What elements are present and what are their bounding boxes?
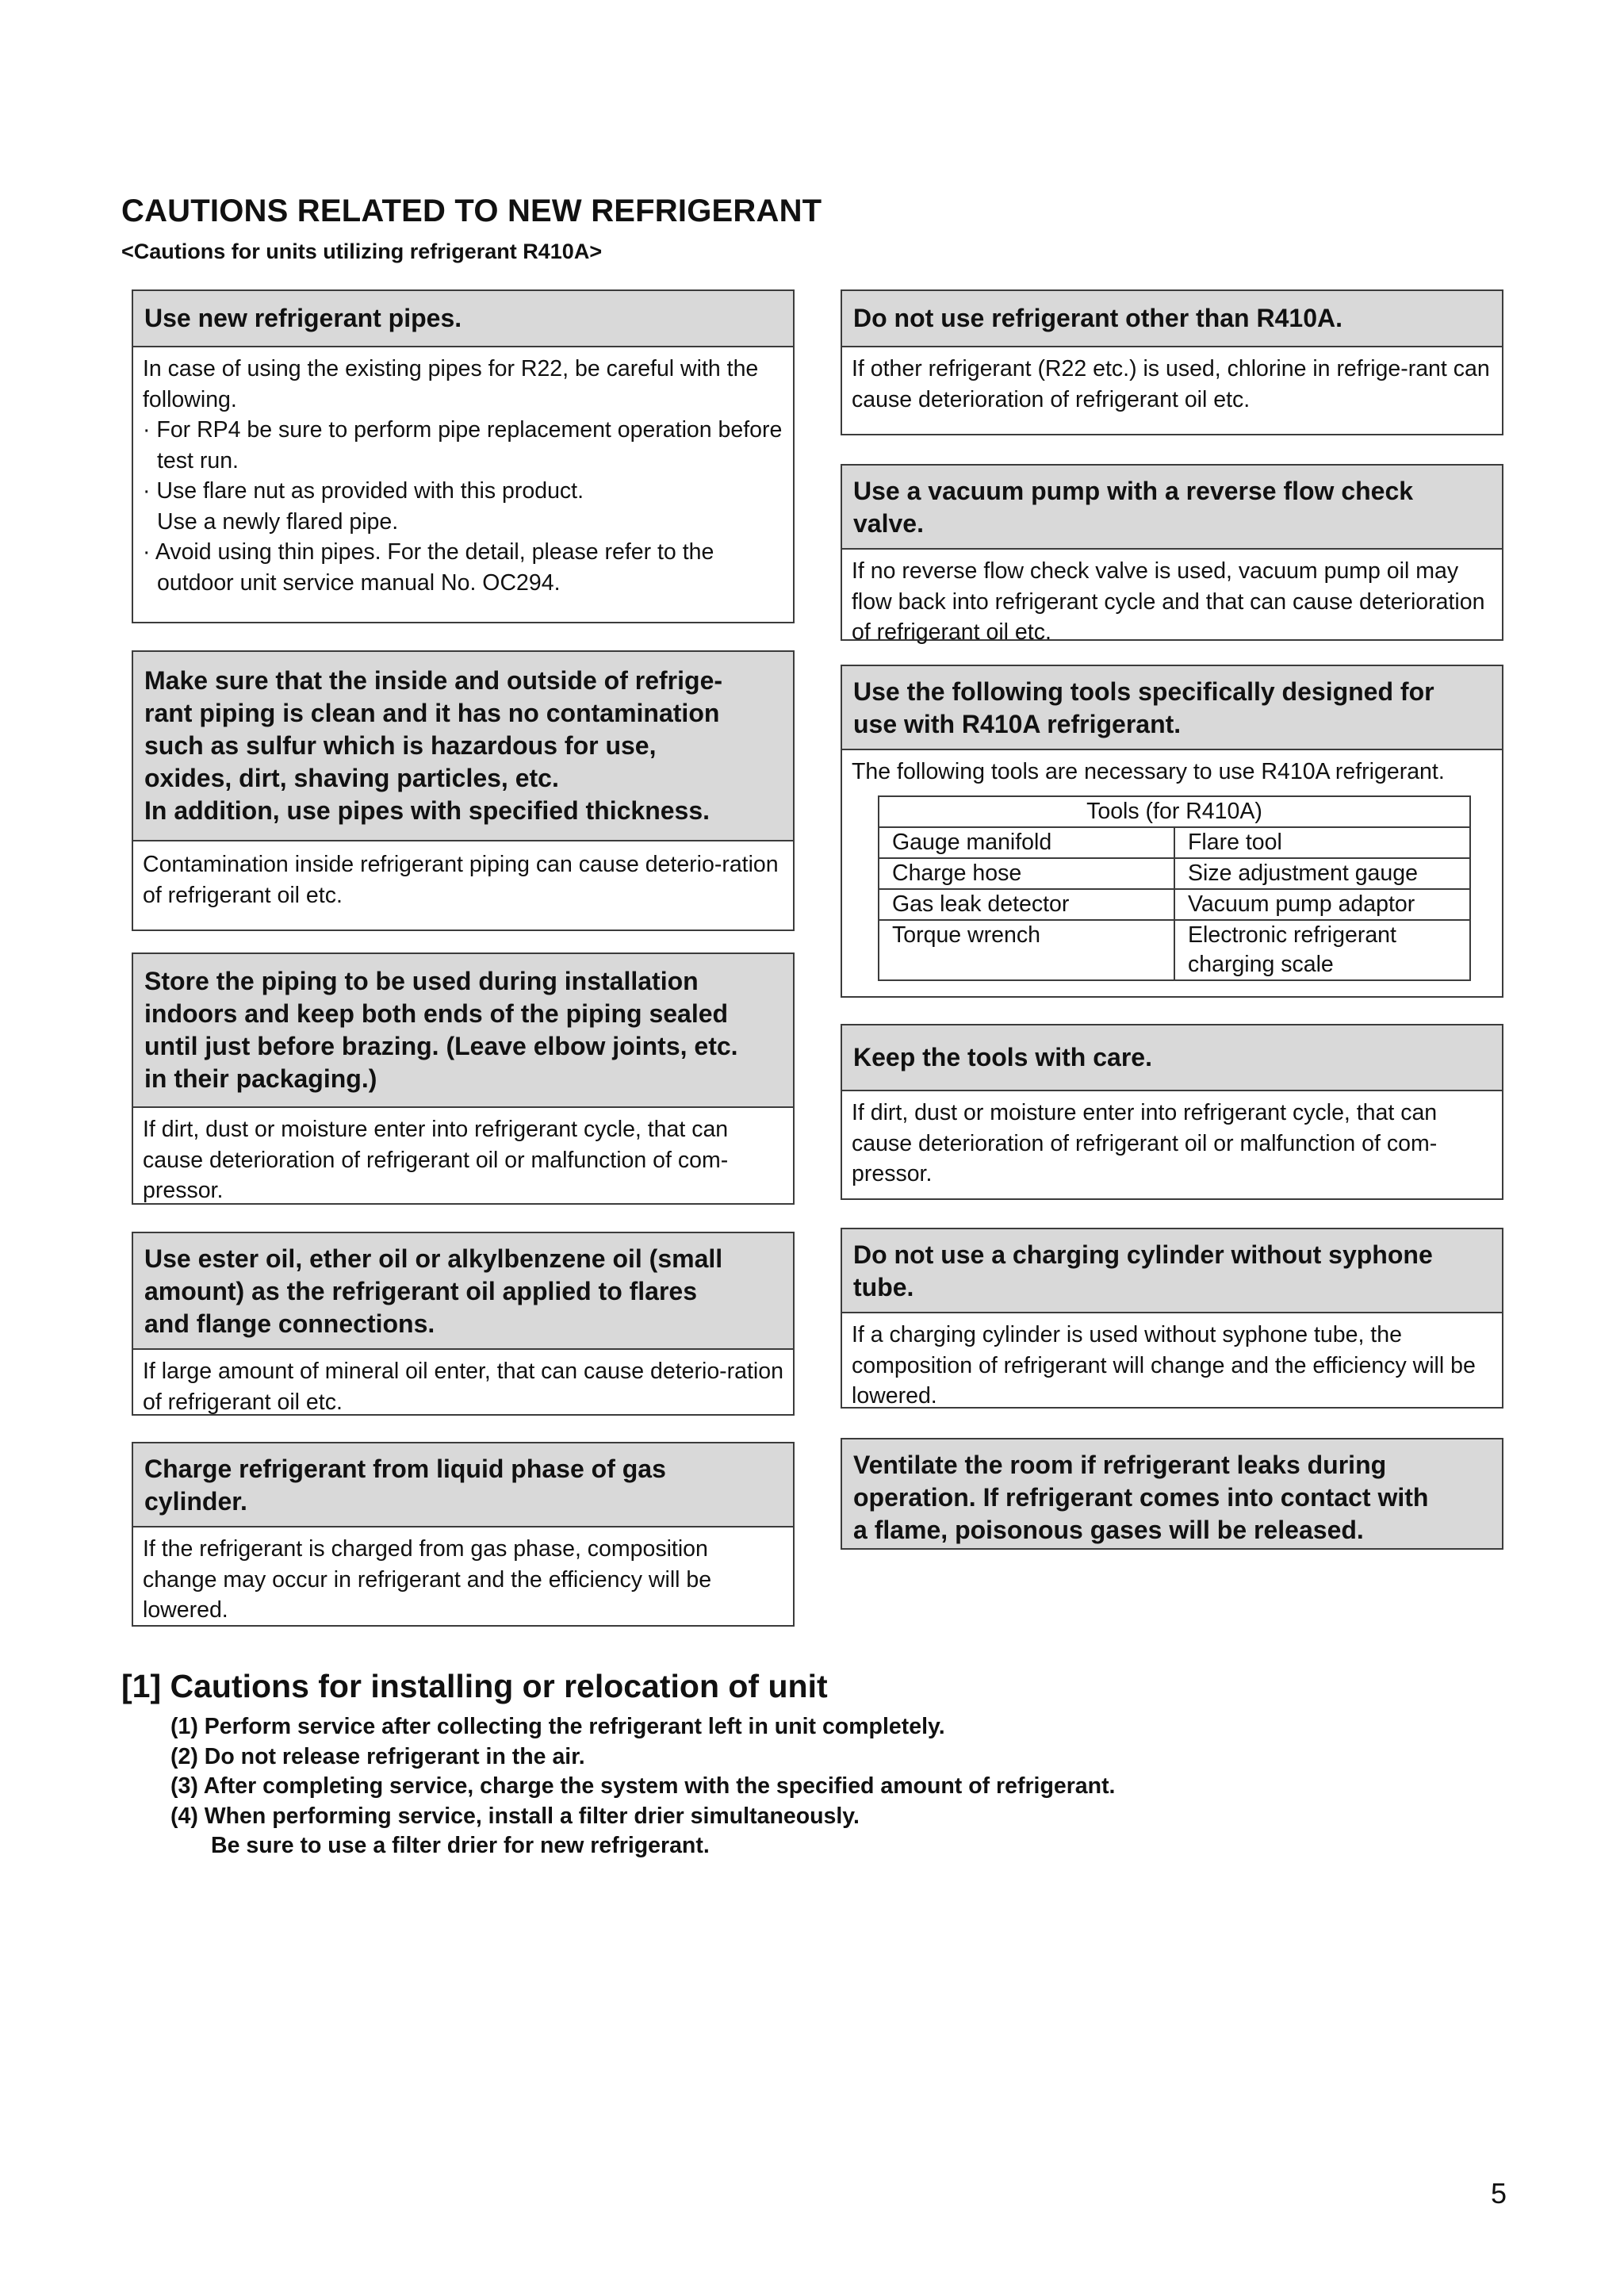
table-cell: Charge hose xyxy=(879,858,1174,889)
page-title: CAUTIONS RELATED TO NEW REFRIGERANT xyxy=(121,194,822,228)
caution-box-vacuum-pump xyxy=(841,464,1503,645)
list-item: (3) After completing service, charge the system with the specified amount of refrigerant. xyxy=(170,1773,1116,1799)
caution-body: If dirt, dust or moisture enter into refrigerant cycle, that can cause deterioration of refrigerant oil or malfunction of com-pressor. xyxy=(852,1100,1438,1186)
caution-body: If a charging cylinder is used without syphone tube, the composition of refrigerant will change and the efficiency will be lowered. xyxy=(852,1322,1476,1409)
caution-heading: Do not use refrigerant other than R410A. xyxy=(842,291,1502,347)
caution-box-liquid-phase xyxy=(132,1442,795,1627)
caution-box-charging-cylinder xyxy=(841,1228,1503,1409)
list-item: Be sure to use a filter drier for new refrigerant. xyxy=(211,1833,710,1858)
body-bullet: · Avoid using thin pipes. For the detail, please refer to the outdoor unit service manual No. OC294. xyxy=(143,539,714,596)
caution-box-ventilate xyxy=(841,1438,1503,1550)
table-cell: Electronic refrigerant charging scale xyxy=(1174,920,1470,980)
caution-box-ester-oil xyxy=(132,1232,795,1416)
table-row xyxy=(879,920,1470,980)
caution-heading: Do not use a charging cylinder without syphone tube. xyxy=(842,1229,1502,1313)
caution-heading: Store the piping to be used during installation indoors and keep both ends of the piping sealed until just before brazing. (Leave elbow joints, etc. in their packaging.) xyxy=(133,954,793,1108)
table-cell: Vacuum pump adaptor xyxy=(1174,889,1470,920)
caution-body: If dirt, dust or moisture enter into refrigerant cycle, that can cause deterioration of refrigerant oil or malfunction of com-pressor. xyxy=(143,1117,729,1203)
caution-body: If the refrigerant is charged from gas phase, composition change may occur in refrigerant and the efficiency will be lowered. xyxy=(143,1536,712,1623)
table-row xyxy=(879,827,1470,858)
body-bullet: · For RP4 be sure to perform pipe replacement operation before test run. xyxy=(143,417,783,473)
caution-heading: Use new refrigerant pipes. xyxy=(133,291,793,347)
caution-box-store-piping xyxy=(132,953,795,1205)
caution-body: If other refrigerant (R22 etc.) is used, chlorine in refrige-rant can cause deterioration of refrigerant oil etc. xyxy=(852,356,1490,412)
page-subtitle: <Cautions for units utilizing refrigerant R410A> xyxy=(121,240,603,263)
caution-heading: Use a vacuum pump with a reverse flow check valve. xyxy=(842,466,1502,550)
caution-box-tools xyxy=(841,665,1503,998)
list-item: (4) When performing service, install a filter drier simultaneously. xyxy=(170,1803,860,1829)
table-cell: Size adjustment gauge xyxy=(1174,858,1470,889)
table-cell: Gas leak detector xyxy=(879,889,1174,920)
caution-heading: Ventilate the room if refrigerant leaks during operation. If refrigerant comes into contact with a flame, poisonous gases will be released. xyxy=(842,1439,1502,1548)
caution-box-r410a-only xyxy=(841,289,1503,435)
table-cell: Torque wrench xyxy=(879,920,1174,980)
body-bullet: · Use flare nut as provided with this product. xyxy=(143,478,584,504)
table-row xyxy=(879,858,1470,889)
caution-heading: Make sure that the inside and outside of refrige- rant piping is clean and it has no contamination such as sulfur which is hazardous for use, oxides, dirt, shaving particles, etc. In addition, use pipes with specified thickness. xyxy=(133,652,793,841)
tools-table xyxy=(878,795,1471,981)
steps-list xyxy=(170,1712,1115,1861)
caution-body: If no reverse flow check valve is used, vacuum pump oil may flow back into refrigerant cycle and that can cause deterioration of refrigerant oil etc. xyxy=(852,558,1485,645)
caution-body: Contamination inside refrigerant piping can cause deterio-ration of refrigerant oil etc. xyxy=(143,852,779,908)
page-number: 5 xyxy=(1491,2177,1507,2210)
list-item: (2) Do not release refrigerant in the air. xyxy=(170,1743,585,1769)
list-item: (1) Perform service after collecting the refrigerant left in unit completely. xyxy=(170,1714,945,1739)
caution-box-clean-piping xyxy=(132,650,795,931)
caution-body: If large amount of mineral oil enter, that can cause deterio-ration of refrigerant oil etc. xyxy=(143,1359,783,1415)
body-line: In case of using the existing pipes for R22, be careful with the following. xyxy=(143,356,759,412)
caution-heading: Use the following tools specifically designed for use with R410A refrigerant. xyxy=(842,666,1502,750)
table-cell: Gauge manifold xyxy=(879,827,1174,858)
caution-heading: Charge refrigerant from liquid phase of gas cylinder. xyxy=(133,1443,793,1527)
caution-heading: Keep the tools with care. xyxy=(842,1025,1502,1091)
caution-body xyxy=(133,347,793,606)
section-title: [1] Cautions for installing or relocation of unit xyxy=(121,1668,828,1704)
caution-box-new-pipes xyxy=(132,289,795,623)
caution-box-tool-care xyxy=(841,1024,1503,1200)
table-row xyxy=(879,889,1470,920)
caution-heading: Use ester oil, ether oil or alkylbenzene oil (small amount) as the refrigerant oil applied to flares and flange connections. xyxy=(133,1233,793,1350)
tools-table-caption: Tools (for R410A) xyxy=(879,796,1470,827)
caution-body xyxy=(842,750,1502,981)
body-line: The following tools are necessary to use R410A refrigerant. xyxy=(852,759,1445,784)
table-cell: Flare tool xyxy=(1174,827,1470,858)
body-line: Use a newly flared pipe. xyxy=(157,508,399,535)
